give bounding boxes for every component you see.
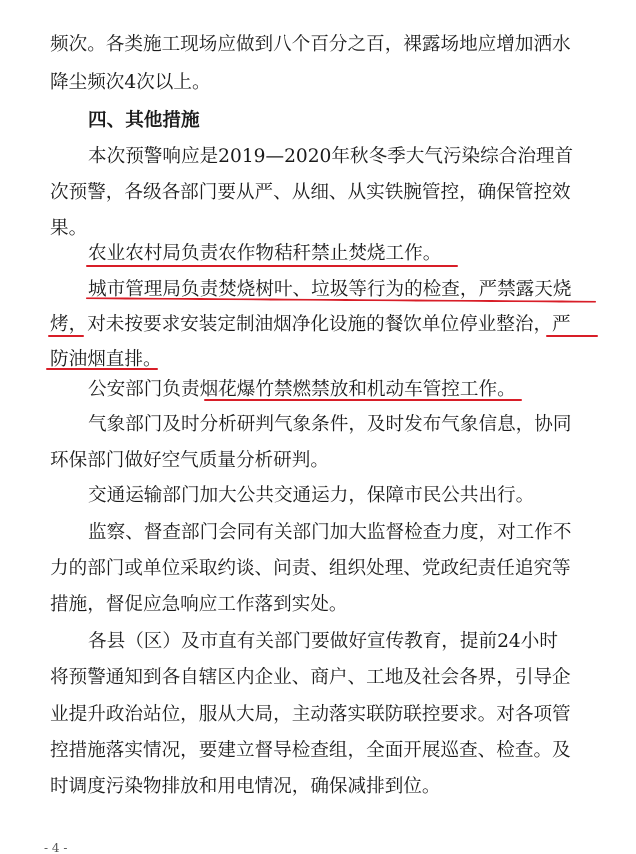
body-text-line: 气象部门及时分析研判气象条件，及时发布气象信息，协同 — [88, 414, 572, 435]
red-underline-mark — [86, 265, 458, 267]
body-text-line: 烤，对未按要求安装定制油烟净化设施的餐饮单位停业整治，严 — [50, 314, 571, 335]
red-underline-mark — [546, 335, 598, 337]
body-text-line: 公安部门负责烟花爆竹禁燃禁放和机动车管控工作。 — [88, 379, 516, 400]
body-text-line: 降尘频次4次以上。 — [50, 72, 211, 93]
body-text-line: 防油烟直排。 — [50, 349, 162, 370]
red-underline-mark — [46, 368, 158, 370]
body-text-line: 频次。各类施工现场应做到八个百分之百，裸露场地应增加洒水 — [50, 34, 571, 55]
page-number: - 4 - — [44, 842, 68, 854]
body-text-line: 时调度污染物排放和用电情况，确保减排到位。 — [50, 776, 441, 797]
body-text-line: 监察、督查部门会同有关部门加大监督检查力度，对工作不 — [88, 522, 572, 543]
red-underline-mark — [48, 335, 84, 337]
body-text-line: 农业农村局负责农作物秸秆禁止焚烧工作。 — [88, 243, 442, 264]
section-heading: 四、其他措施 — [88, 110, 200, 131]
body-text-line: 本次预警响应是2019—2020年秋冬季大气污染综合治理首 — [88, 146, 574, 167]
body-text-line: 将预警通知到各自辖区内企业、商户、工地及社会各界，引导企 — [50, 667, 571, 688]
body-text-line: 业提升政治站位，服从大局，主动落实联防联控要求。对各项管 — [50, 704, 571, 725]
body-text-line: 控措施落实情况，要建立督导检查组，全面开展巡查、检查。及 — [50, 740, 571, 761]
body-text-line: 环保部门做好空气质量分析研判。 — [50, 450, 329, 471]
body-text-line: 城市管理局负责焚烧树叶、垃圾等行为的检查，严禁露天烧 — [88, 279, 572, 300]
body-text-line: 次预警，各级各部门要从严、从细、从实铁腕管控，确保管控效 — [50, 182, 571, 203]
body-text-line: 力的部门或单位采取约谈、问责、组织处理、党政纪责任追究等 — [50, 558, 571, 579]
body-text-line: 措施，督促应急响应工作落到实处。 — [50, 594, 348, 615]
body-text-line: 果。 — [50, 218, 88, 239]
red-underline-mark — [204, 399, 522, 401]
body-text-line: 各县（区）及市直有关部门要做好宣传教育，提前24小时 — [88, 631, 558, 652]
body-text-line: 交通运输部门加大公共交通运力，保障市民公共出行。 — [88, 485, 535, 506]
